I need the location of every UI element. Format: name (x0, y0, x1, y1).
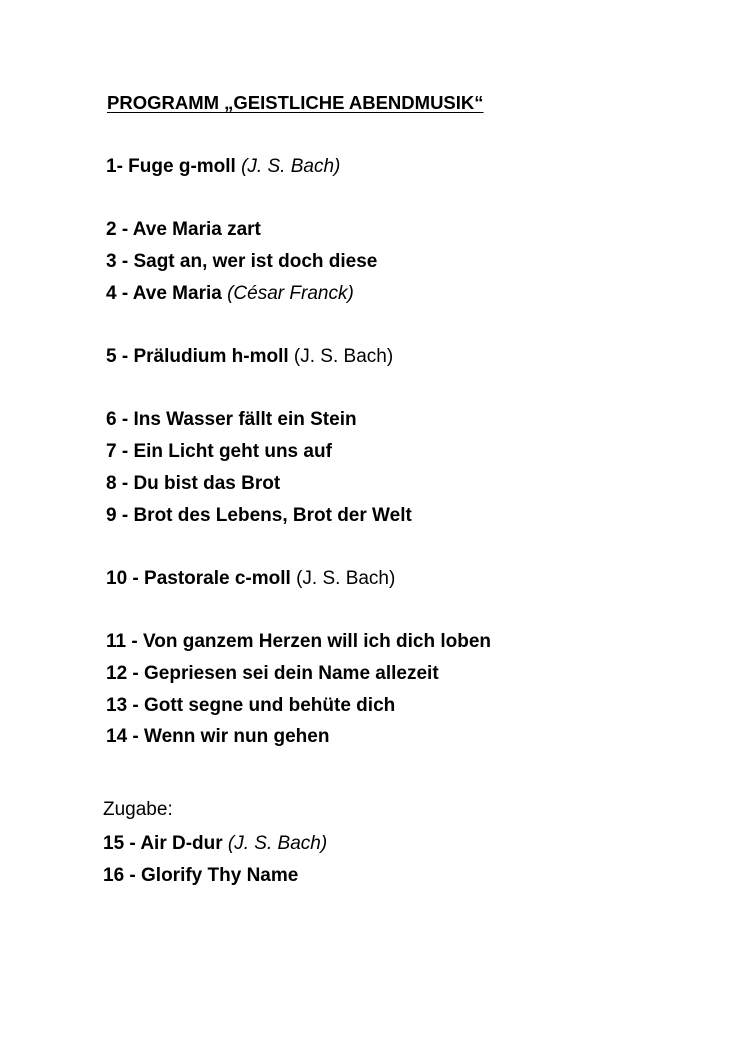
piece-title: 12 - Gepriesen sei dein Name allezeit (106, 663, 439, 684)
program-item-9 (106, 504, 412, 528)
program-item-4 (106, 282, 354, 306)
piece-title: 4 - Ave Maria (106, 283, 222, 304)
piece-title: 7 - Ein Licht geht uns auf (106, 441, 332, 462)
piece-title: 6 - Ins Wasser fällt ein Stein (106, 409, 357, 430)
piece-title: 9 - Brot des Lebens, Brot der Welt (106, 505, 412, 526)
piece-title: 14 - Wenn wir nun gehen (106, 726, 330, 747)
program-item-6 (106, 408, 357, 432)
program-item-1 (106, 155, 340, 179)
composer-note: (J. S. Bach) (296, 568, 396, 589)
encore-label: Zugabe: (103, 799, 173, 820)
composer-note: (César Franck) (227, 283, 354, 304)
piece-title: 3 - Sagt an, wer ist doch diese (106, 251, 378, 272)
program-title: PROGRAMM „GEISTLICHE ABENDMUSIK“ (107, 92, 484, 113)
composer-note: (J. S. Bach) (293, 346, 394, 367)
program-item-14 (106, 725, 329, 749)
piece-title: 13 - Gott segne und behüte dich (106, 695, 396, 716)
piece-title: 11 - Von ganzem Herzen will ich dich loben (106, 631, 492, 652)
piece-title: 1- Fuge g-moll (106, 156, 236, 177)
program-item-7 (106, 440, 332, 464)
piece-title: 15 - Air D-dur (103, 833, 223, 854)
program-item-8 (106, 472, 280, 496)
program-item-13 (106, 694, 395, 718)
program-item-12 (106, 662, 439, 686)
composer-note: (J. S. Bach) (241, 156, 341, 177)
program-item-3 (106, 250, 377, 274)
program-item-5 (106, 345, 393, 369)
piece-title: 5 - Präludium h-moll (106, 346, 289, 367)
program-item-11 (106, 630, 491, 654)
piece-title: 2 - Ave Maria zart (106, 219, 261, 240)
program-item-2 (106, 218, 261, 242)
program-item-10 (106, 567, 395, 591)
composer-note: (J. S. Bach) (227, 833, 328, 854)
piece-title: 8 - Du bist das Brot (106, 473, 281, 494)
piece-title: 10 - Pastorale c-moll (106, 568, 291, 589)
piece-title: 16 - Glorify Thy Name (103, 865, 299, 886)
encore-item-15 (103, 832, 327, 856)
encore-item-16 (103, 864, 298, 888)
